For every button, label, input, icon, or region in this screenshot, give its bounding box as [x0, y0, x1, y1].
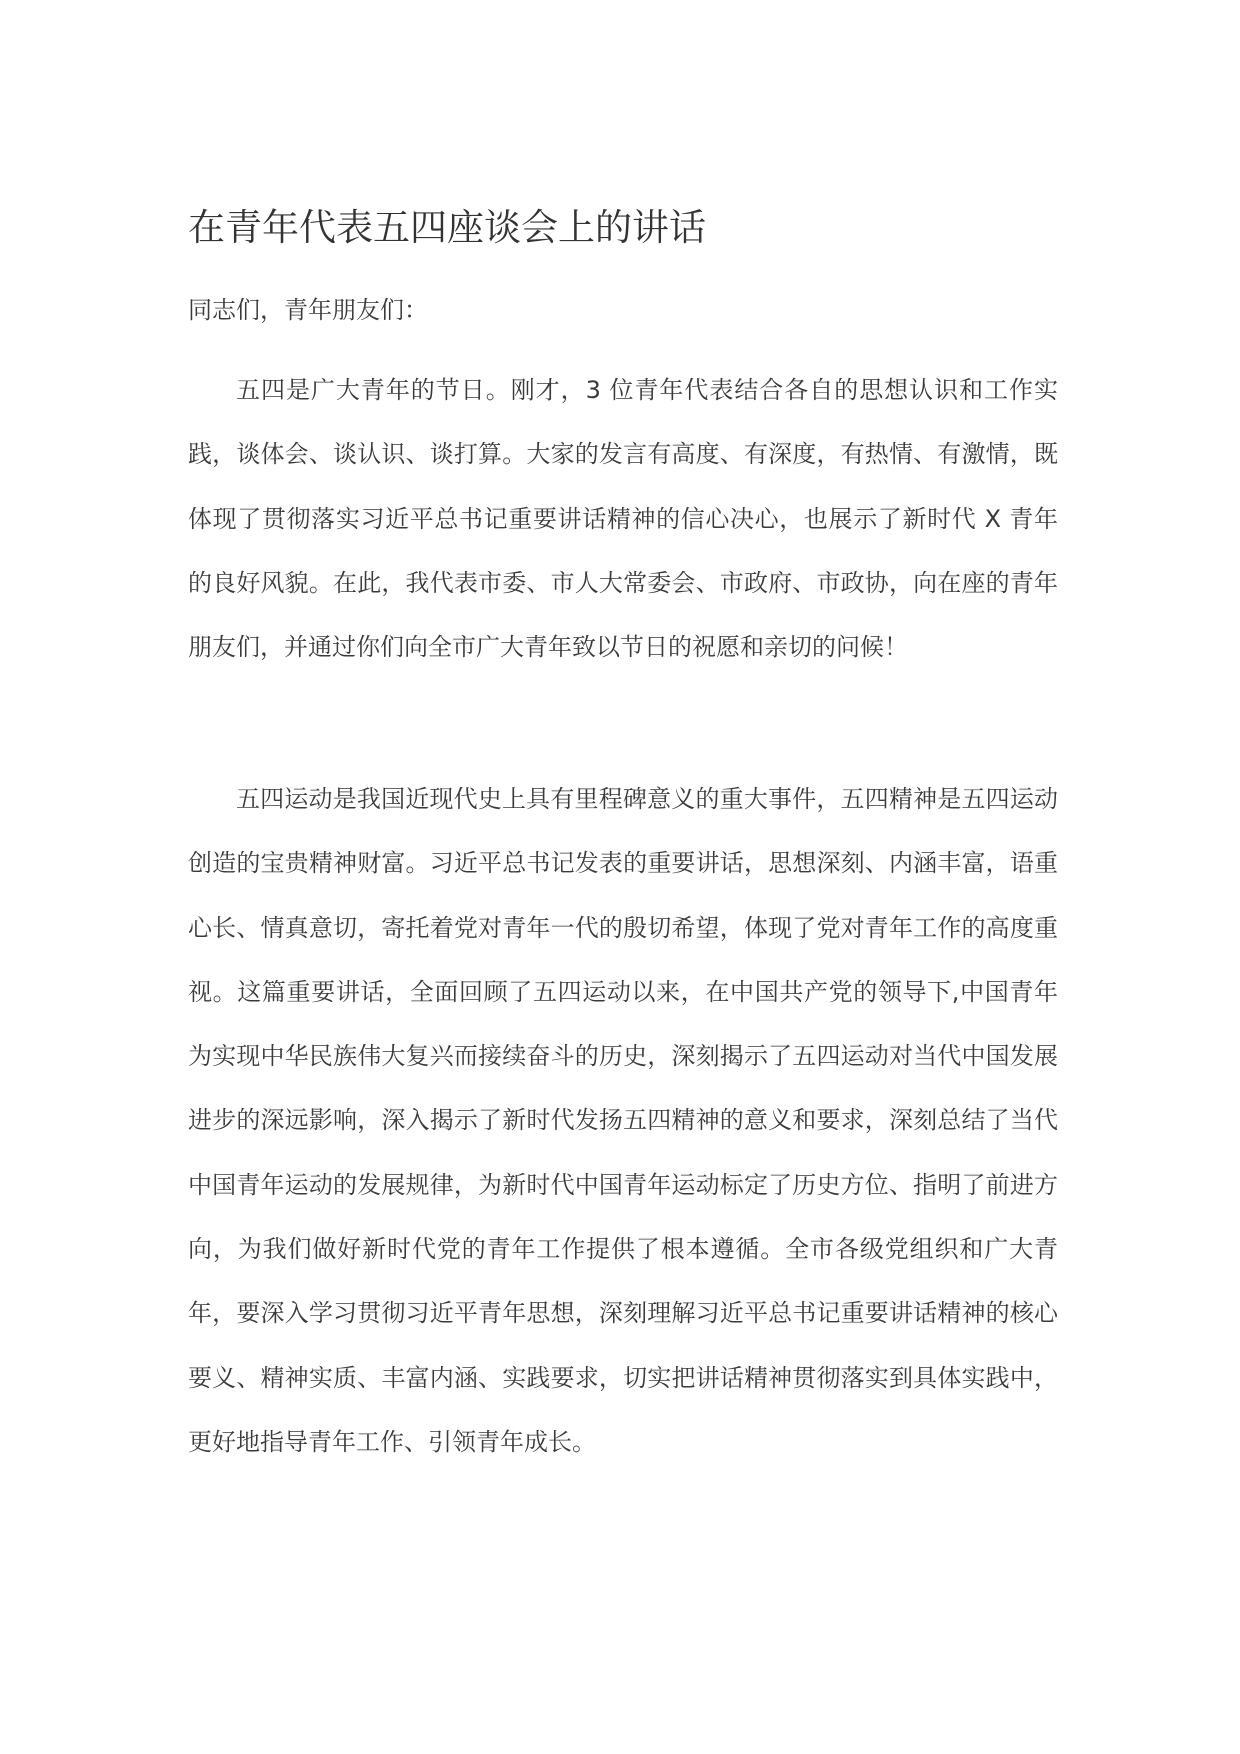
paragraph: 五四运动是我国近现代史上具有里程碑意义的重大事件，五四精神是五四运动创造的宝贵精神财富。习近平总书记发表的重要讲话，思想深刻、内涵丰富，语重心长、情真意切，寄托着党对青年一代的殷切希望，体现了党对青年工作的高度重视。这篇重要讲话，全面回顾了五四运动以来，在中国共产党的领导下,中国青年为实现中华民族伟大复兴而接续奋斗的历史，深刻揭示了五四运动对当代中国发展进步的深远影响，深入揭示了新时代发扬五四精神的意义和要求，深刻总结了当代中国青年运动的发展规律，为新时代中国青年运动标定了历史方位、指明了前进方向，为我们做好新时代党的青年工作提供了根本遵循。全市各级党组织和广大青年，要深入学习贯彻习近平青年思想，深刻理解习近平总书记重要讲话精神的核心要义、精神实质、丰富内涵、实践要求，切实把讲话精神贯彻落实到具体实践中，更好地指导青年工作、引领青年成长。 [188, 785, 1058, 1456]
paragraph: 五四是广大青年的节日。刚才，3 位青年代表结合各自的思想认识和工作实践，谈体会、谈认识、谈打算。大家的发言有高度、有深度，有热情、有激情，既体现了贯彻落实习近平总书记重要讲话精神的信心决心，也展示了新时代 X 青年的良好风貌。在此，我代表市委、市人大常委会、市政府、市政协，向在座的青年朋友们，并通过你们向全市广大青年致以节日的祝愿和亲切的问候！ [188, 376, 1058, 662]
document-page [188, 0, 1058, 1754]
salutation: 同志们，青年朋友们： [188, 296, 428, 324]
document-title: 在青年代表五四座谈会上的讲话 [188, 206, 706, 249]
